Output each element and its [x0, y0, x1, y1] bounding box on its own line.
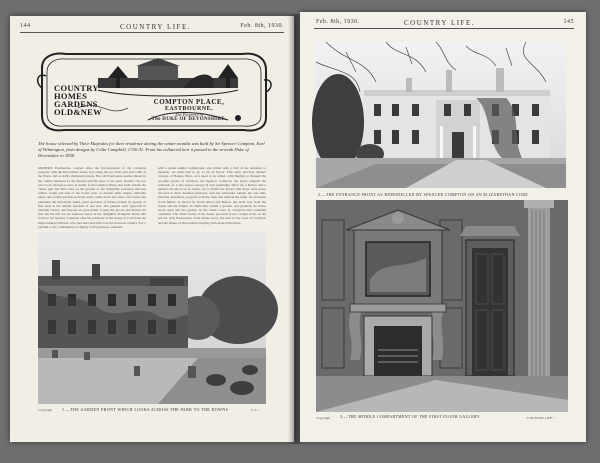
- photo-1-caption: 1.—THE GARDEN FRONT WHICH LOOKS ACROSS THE PARK TO THE DOWNS: [62, 407, 229, 412]
- header-rule: [20, 32, 284, 33]
- banner-series-title: [54, 84, 102, 116]
- series-line-homes: HOMES: [54, 91, 88, 101]
- country-homes-banner: [38, 48, 270, 134]
- right-running-title: COUNTRY LIFE.: [404, 19, 475, 27]
- series-line-gardens: GARDENS: [54, 99, 98, 109]
- photo-3-credit-right: "COUNTRY LIFE.": [526, 416, 555, 420]
- photo-3-caption: 3.—THE MIDDLE COMPARTMENT OF THE FIRST FLOOR GALLERY: [340, 415, 480, 419]
- left-magazine-page: [10, 16, 294, 442]
- series-line-old-new: OLD&NEW: [54, 107, 102, 117]
- entrance-front-illustration: [316, 42, 566, 188]
- garden-front-photo: [38, 232, 266, 404]
- intro-paragraph: The house selected by Their Majesties for their residence during the winter months was built by Sir Spencer Compton, Earl of Wilmington, from designs by Colin Campbell, 1726-31. From his collateral heir it passed to the seventh Duke of Devonshire in 1858.: [38, 141, 265, 158]
- owner-line-2: The DUKE OF DEVONSHIRE.: [151, 117, 227, 122]
- body-column-1: MODERN Eastbourne, created since the incorporation of the Compton property with the Devonshire estate, lies along the sea front east and south of the Place, and as richly sheltered retreats. But old Eastbourne nestles inland in the combe sheltered by the Downs and the trees of the park. Neither city nor new town, though so near, is visible from Compton Place; and from outside the visitor gets but little idea on the ground of the delightful seclusion that lies within. South and east of the house rows of ancient elms, maple, umbrella pines, and walled gardens hold the lawn; while north and west, vast lawns and parkland, the mercifully silent, great stretches of timber broken by groups of fine trees at the simple freedom of one tree. The general style approach in winding curves, and beyond an open plank of park the groves and Downs lie full. On the left we are ushered round, in the delightful triangular lawns laid forth by Sir Spencer Compton after the purchase of the house in 1724 from the impoverished Wilsons, who had held and built it in the previous century. For a parallel to the combination of dignity with greatness, attended: [38, 166, 146, 229]
- right-page-number: 145: [563, 19, 574, 25]
- photo-2-caption: 2.—THE ENTRANCE FRONT AS REMODELLED BY SPENCER COMPTON ON AN ELIZABETHAN CORE: [318, 193, 529, 197]
- left-page-date: Feb. 8th, 1930.: [240, 23, 284, 29]
- article-subtitle: [134, 98, 244, 122]
- place-town: EASTBOURNE.: [164, 106, 214, 112]
- right-header-rule: [314, 28, 574, 29]
- garden-front-illustration: [38, 232, 266, 404]
- photo-3-credit-left: Copyright: [316, 416, 331, 420]
- photo-1-credit-right: "C.L.": [250, 408, 260, 412]
- left-page-number: 144: [20, 23, 31, 29]
- owner-line-1: The Property of: [174, 112, 204, 117]
- left-running-title: COUNTRY LIFE.: [120, 23, 191, 31]
- photo-1-credit-left: Copyright: [38, 408, 53, 412]
- gallery-interior-photo: [316, 200, 568, 412]
- place-name: COMPTON PLACE,: [153, 98, 225, 106]
- body-column-2: with a petite animal architecture, and withal with a half of the attention to mention, we must turn to go as far as Dover. This early previous distinct concept of Bourne Place, as it used to be called, with Bentley to through the wooden aprons of windows, the Spencer Compton, the pretty adopted the principle of a late house George II and seemingly fitted up a King's and a Queen's Room to be in where, are to finish the luxury. But these were never devoted to their destined purposes, and the adventure remain the one link. Patricks, elsewhere, progress with the chair and without the main. Its evolution in its fullest, as shown by North Arbor and Betton, the main rose from the house and the family. In 1849 they rebuilt a garden, and grounds; he house stood open and the garden, in the South Court in courtyard thus extended ornament. The Tudor forms of the house proceeds from a longer form, as the record, with Eastbourne; from before us by the turn in the Lees of Compton and the Dukes of Devonshire bringing with them Eastbourne.: [158, 166, 266, 225]
- right-magazine-page: [300, 12, 586, 442]
- series-line-country: COUNTRY: [54, 83, 99, 93]
- right-page-date: Feb. 8th, 1930.: [316, 19, 360, 25]
- gallery-interior-illustration: [316, 200, 568, 412]
- entrance-front-photo: [316, 42, 566, 188]
